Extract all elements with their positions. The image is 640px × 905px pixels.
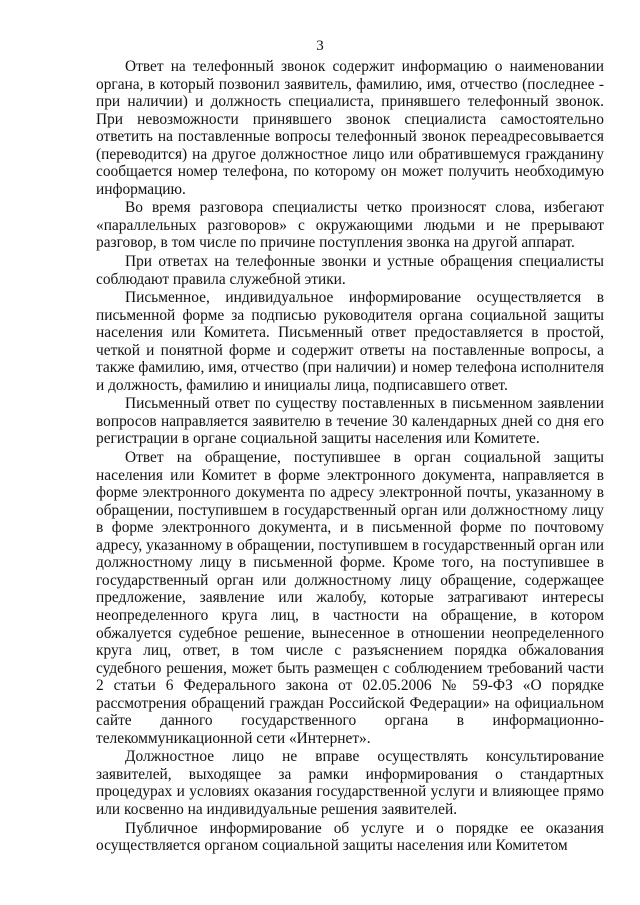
paragraph-service-ethics: При ответах на телефонные звонки и устные обращения специалисты соблюдают правила служебной этики.	[96, 253, 604, 288]
paragraph-consulting-limits: Должностное лицо не вправе осуществлять консультирование заявителей, выходящее за рамки информирования о стандартных процедурах и условиях оказания государственной услуги и влияющее прямо или косвенно на индивидуальные решения заявителей.	[96, 748, 604, 818]
paragraph-phone-answer: Ответ на телефонный звонок содержит информацию о наименовании органа, в который позвонил заявитель, фамилию, имя, отчество (последнее - при наличии) и должность специалиста, принявшего телефонный звонок. При невозможности принявшего звонок специалиста самостоятельно ответить на поставленные вопросы телефонный звонок переадресовывается (переводится) на другое должностное лицо или обратившемуся гражданину сообщается номер телефона, по которому он может получить необходимую информацию.	[96, 58, 604, 198]
paragraph-conversation-rules: Во время разговора специалисты четко произносят слова, избегают «параллельных разговоров» с окружающими людьми и не прерывают разговор, в том числе по причине поступления звонка на другой аппарат.	[96, 199, 604, 252]
page-number: 3	[316, 38, 324, 54]
document-body	[96, 58, 604, 856]
paragraph-public-informing: Публичное информирование об услуге и о порядке ее оказания осуществляется органом социальной защиты населения или Комитетом	[96, 819, 604, 855]
paragraph-electronic-answer: Ответ на обращение, поступившее в орган социальной защиты населения или Комитет в форме электронного документа, направляется в форме электронного документа по адресу электронной почты, указанному в обращении, поступившем в государственный орган или должностному лицу в форме электронного документа, и в письменной форме по почтовому адресу, указанному в обращении, поступившем в государственный орган или должностному лицу в письменной форме. Кроме того, на поступившее в государственный орган или должностному лицу обращение, содержащее предложение, заявление или жалобу, которые затрагивают интересы неопределенного круга лиц, в частности на обращение, в котором обжалуется судебное решение, вынесенное в отношении неопределенного круга лиц, ответ, в том числе с разъяснением порядка обжалования судебного решения, может быть размещен с соблюдением требований части 2 статьи 6 Федерального закона от 02.05.2006 № 59-ФЗ «О порядке рассмотрения обращений граждан Российской Федерации» на официальном сайте данного государственного органа в информационно-телекоммуникационной сети «Интернет».	[96, 449, 604, 747]
paragraph-written-informing: Письменное, индивидуальное информирование осуществляется в письменной форме за подписью руководителя органа социальной защиты населения или Комитета. Письменный ответ предоставляется в простой, четкой и понятной форме и содержит ответы на поставленные вопросы, а также фамилию, имя, отчество (при наличии) и номер телефона исполнителя и должность, фамилию и инициалы лица, подписавшего ответ.	[96, 289, 604, 394]
paragraph-written-answer-deadline: Письменный ответ по существу поставленных в письменном заявлении вопросов направляется заявителю в течение 30 календарных дней со дня его регистрации в органе социальной защиты населения или Комитете.	[96, 395, 604, 448]
